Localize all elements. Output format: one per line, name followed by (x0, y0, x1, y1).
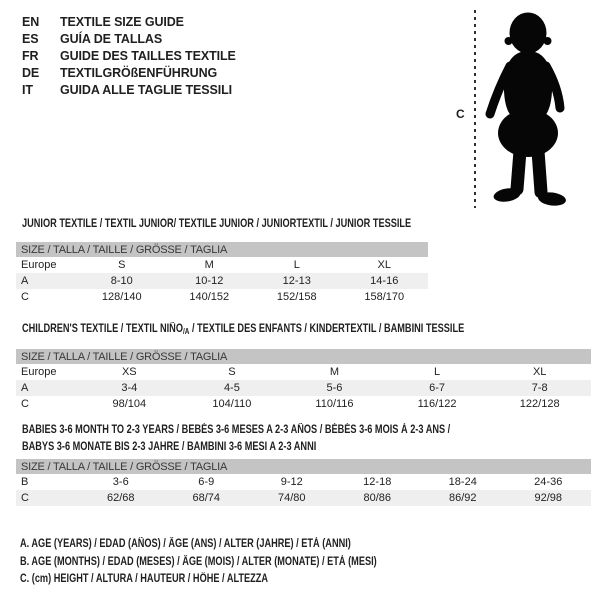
baby-ear-right (544, 37, 552, 45)
size-cell: 4-5 (181, 380, 284, 396)
size-table-babies (16, 459, 591, 506)
size-cell: S (118, 259, 126, 271)
size-cell: 6-9 (198, 476, 215, 488)
height-measure-label: C (456, 107, 465, 121)
language-row-en (22, 13, 236, 30)
section-title-babies (22, 422, 557, 456)
size-cell: XL (532, 366, 547, 378)
size-band-row (16, 242, 428, 257)
footnote-list (20, 536, 466, 589)
language-title: TEXTILE SIZE GUIDE (60, 14, 184, 29)
language-code: ES (22, 31, 39, 46)
language-list (22, 13, 236, 98)
footnote-a (20, 536, 466, 554)
footnote-text: C. (cm) HEIGHT / ALTURA / HAUTEUR / HÖHE / ALTEZZA (20, 573, 269, 585)
baby-leg-left (517, 151, 520, 189)
size-cell: 128/140 (101, 291, 142, 303)
row-label: C (21, 398, 29, 410)
size-cell: 158/170 (364, 291, 405, 303)
row-label: Europe (21, 259, 57, 271)
footnote-b (20, 554, 466, 572)
language-title: GUÍA DE TALLAS (60, 31, 163, 46)
section-title-junior (22, 216, 508, 233)
language-title: GUIDE DES TAILLES TEXTILE (60, 48, 236, 63)
row-label: A (16, 380, 78, 396)
size-band-label: SIZE / TALLA / TAILLE / GRÖSSE / TAGLIA (16, 242, 428, 257)
size-cell: L (434, 366, 441, 378)
size-cell: 12-18 (363, 476, 392, 488)
size-cell: 5-6 (283, 380, 386, 396)
size-cell: 18-24 (448, 476, 477, 488)
language-row-es (22, 30, 236, 47)
size-band-label: SIZE / TALLA / TAILLE / GRÖSSE / TAGLIA (16, 459, 591, 474)
size-cell: XL (377, 259, 391, 271)
row-label: Europe (21, 366, 57, 378)
language-row-fr (22, 47, 236, 64)
language-row-it (22, 81, 236, 98)
size-cell: 14-16 (341, 273, 429, 289)
size-cell: 104/110 (212, 398, 252, 410)
row-label: A (16, 273, 78, 289)
size-cell: L (293, 259, 300, 271)
table-row-age-months (16, 474, 591, 490)
size-cell: 9-12 (280, 476, 303, 488)
size-cell: 3-6 (112, 476, 129, 488)
baby-leg-right (538, 151, 541, 192)
title-subscript: /A (182, 327, 190, 336)
table-row-age (16, 273, 428, 289)
size-table-junior (16, 242, 428, 305)
title-suffix: / TEXTILE DES ENFANTS / KINDERTEXTIL / BAMBINI TESSILE (189, 323, 465, 335)
footnote-c (20, 571, 466, 589)
baby-shorts (498, 109, 558, 157)
footnote-text: A. AGE (YEARS) / EDAD (AÑOS) / ÂGE (ANS) / ALTER (JAHRE) / ETÀ (ANNI) (20, 538, 351, 550)
size-band-label: SIZE / TALLA / TAILLE / GRÖSSE / TAGLIA (16, 349, 591, 364)
height-measure-dashed-line (474, 10, 476, 208)
section-title-text: JUNIOR TEXTILE / TEXTIL JUNIOR/ TEXTILE JUNIOR / JUNIORTEXTIL / JUNIOR TESSILE (22, 218, 412, 230)
size-cell: M (204, 259, 214, 271)
size-cell: 110/116 (315, 398, 354, 410)
size-cell: 7-8 (488, 380, 591, 396)
size-cell: M (329, 366, 340, 378)
size-cell: 140/152 (189, 291, 230, 303)
size-band-row (16, 459, 591, 474)
table-row-europe (16, 257, 428, 273)
size-cell: S (228, 366, 236, 378)
language-title: TEXTILGRÖßENFÜHRUNG (60, 65, 218, 80)
size-cell: 80/86 (335, 490, 421, 506)
size-cell: 98/104 (112, 398, 147, 410)
language-title: GUIDA ALLE TAGLIE TESSILI (60, 82, 233, 97)
size-cell: 62/68 (78, 490, 164, 506)
table-row-height (16, 396, 591, 412)
size-cell: 74/80 (249, 490, 335, 506)
baby-ear-left (505, 37, 513, 45)
language-code: DE (22, 65, 40, 80)
table-row-age (16, 380, 591, 396)
table-row-height (16, 289, 428, 305)
size-table-children (16, 349, 591, 412)
section-title-children (22, 321, 575, 338)
row-label: B (21, 476, 29, 488)
size-cell: 24-36 (534, 476, 563, 488)
section-title-text (22, 321, 464, 338)
size-cell: XS (121, 366, 137, 378)
baby-silhouette-image (483, 11, 588, 209)
size-cell: 6-7 (386, 380, 489, 396)
size-cell: 92/98 (506, 490, 592, 506)
size-cell: 116/122 (417, 398, 457, 410)
size-cell: 86/92 (420, 490, 506, 506)
size-cell: 152/158 (276, 291, 317, 303)
size-cell: 8-10 (78, 273, 166, 289)
table-row-europe (16, 364, 591, 380)
section-title-line1: BABIES 3-6 MONTH TO 2-3 YEARS / BEBÉS 3-6 MESES A 2-3 AÑOS / BÉBÉS 3-6 MOIS À 2-3 ANS / (22, 424, 451, 436)
row-label: C (16, 490, 78, 506)
size-cell: 122/128 (519, 398, 560, 410)
table-row-height (16, 490, 591, 506)
size-band-row (16, 349, 591, 364)
footnote-text: B. AGE (MONTHS) / EDAD (MESES) / ÂGE (MOIS) / ALTER (MONATE) / ETÀ (MESI) (20, 555, 377, 568)
language-code: IT (22, 82, 33, 97)
language-code: EN (22, 14, 40, 29)
section-title-line2: BABYS 3-6 MONATE BIS 2-3 JAHRE / BAMBINI 3-6 MESI A 2-3 ANNI (22, 441, 317, 453)
title-prefix: CHILDREN'S TEXTILE / TEXTIL NIÑO (22, 323, 183, 335)
size-cell: 10-12 (166, 273, 254, 289)
size-cell: 68/74 (164, 490, 250, 506)
size-cell: 3-4 (78, 380, 181, 396)
language-row-de (22, 64, 236, 81)
baby-head (510, 13, 547, 54)
size-cell: 12-13 (253, 273, 341, 289)
row-label: C (21, 291, 29, 303)
language-code: FR (22, 48, 39, 63)
